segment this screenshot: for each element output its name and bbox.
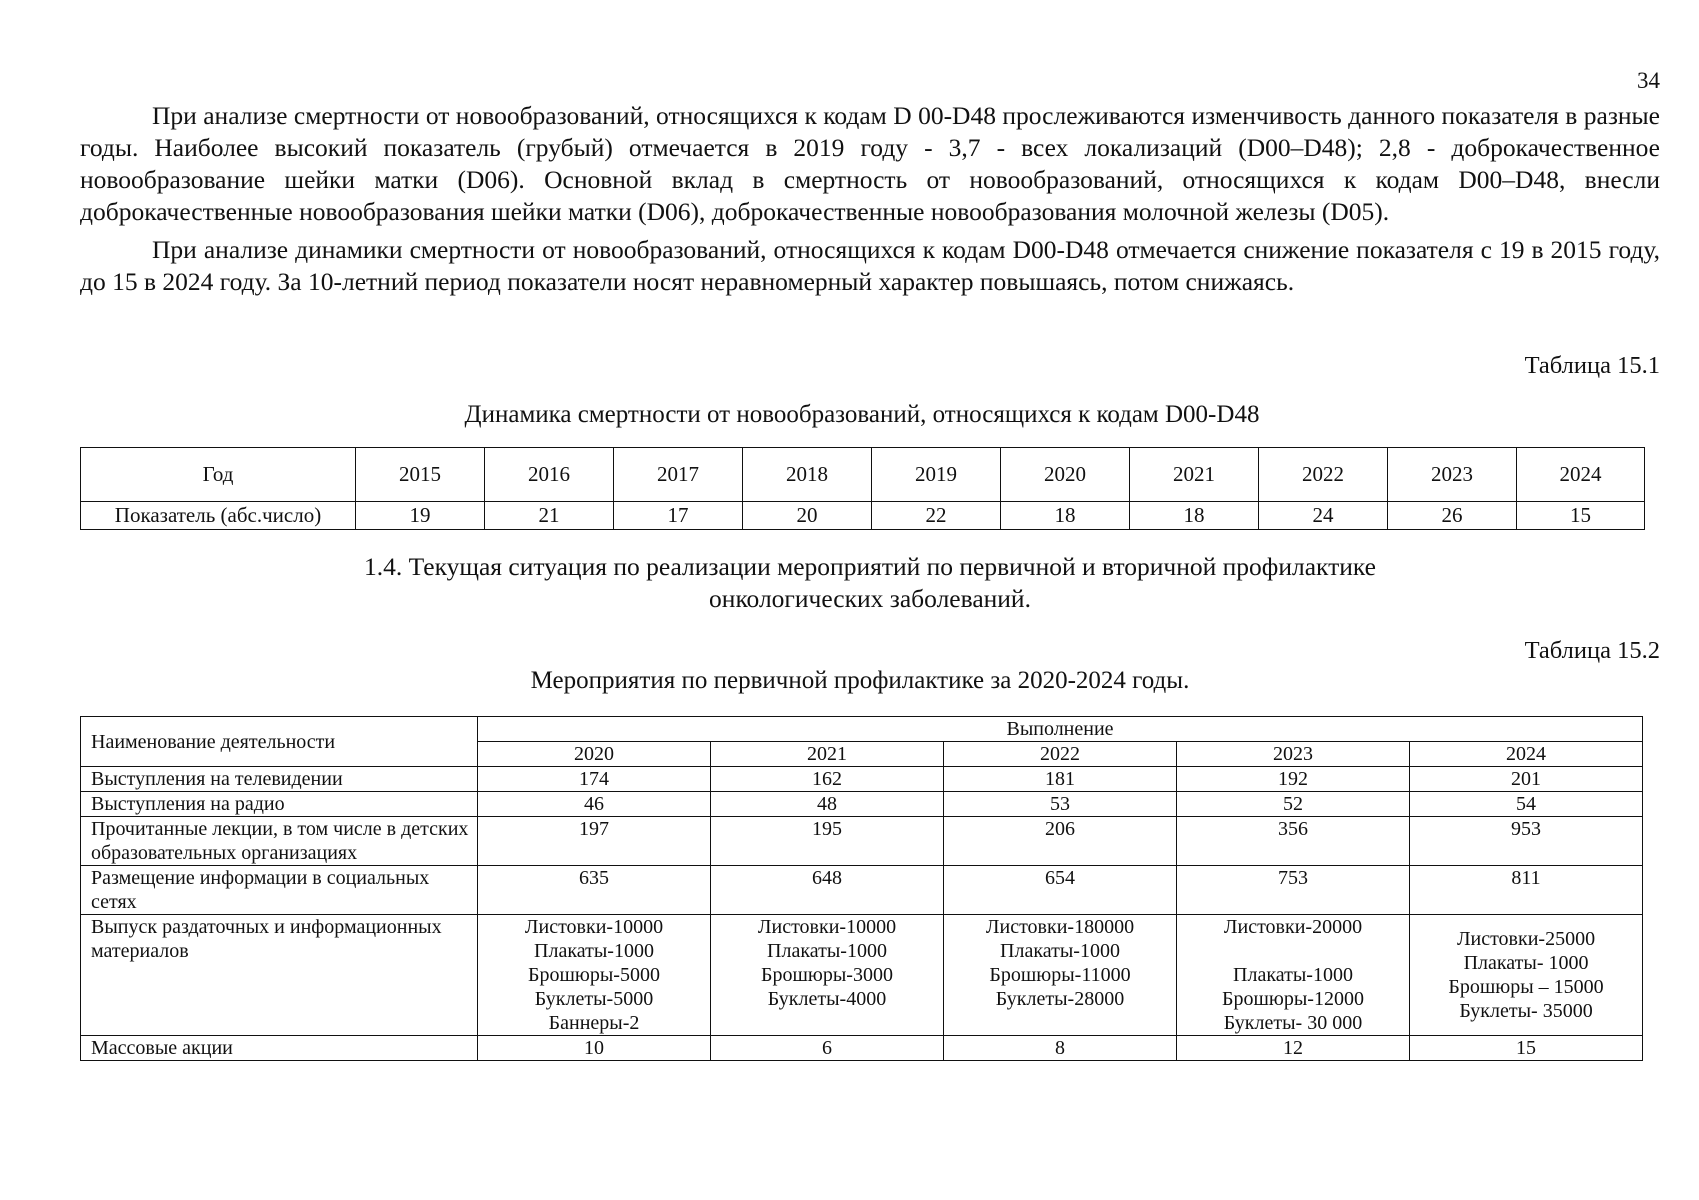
value-cell: 654: [944, 866, 1177, 915]
value-cell: 19: [356, 502, 485, 530]
materials-line: Буклеты-28000: [995, 988, 1125, 1010]
materials-line: Брошюры-12000: [1222, 988, 1364, 1010]
paragraph-1: При анализе смертности от новообразований, относящихся к кодам D 00-D48 прослеживаются изменчивость данного показателя в разные годы. Наиболее высокий показатель (грубый) отмечается в 2019 году - 3,7 - всех локализаций (D00–D48); 2,8 - доброкачественное новообразование шейки матки (D06). Основной вклад в смертность от новообразований, относящихся к кодам D00–D48, внесли доброкачественные новообразования шейки матки (D06), доброкачественные новообразования молочной железы (D05).: [80, 101, 1660, 226]
materials-line: Брошюры-11000: [989, 964, 1131, 986]
materials-line: Буклеты- 35000: [1459, 1000, 1593, 1022]
page-number: 34: [1637, 68, 1660, 93]
indicator-label: Показатель (абс.число): [81, 502, 356, 530]
value-cell: 174: [478, 767, 711, 792]
paragraph-2: При анализе динамики смертности от новообразований, относящихся к кодам D00-D48 отмечается снижение показателя с 19 в 2015 году, до 15 в 2024 году. За 10-летний период показатели носят неравномерный характер повышаясь, потом снижаясь.: [80, 235, 1660, 296]
table-row: [81, 767, 1643, 792]
value-cell: 20: [743, 502, 872, 530]
value-cell: 17: [614, 502, 743, 530]
value-cell: 15: [1410, 1036, 1643, 1061]
value-cell: 22: [872, 502, 1001, 530]
value-cell: 206: [944, 817, 1177, 866]
materials-cell: [1410, 915, 1643, 1036]
materials-cell: [944, 915, 1177, 1036]
materials-line: Буклеты-4000: [767, 988, 887, 1010]
table-1-label: Таблица 15.1: [1524, 352, 1660, 379]
materials-line: Плакаты-1000: [1233, 964, 1353, 986]
materials-cell: [478, 915, 711, 1036]
year-cell: 2021: [1130, 448, 1259, 502]
year-cell: 2020: [1001, 448, 1130, 502]
year-cell: 2023: [1388, 448, 1517, 502]
value-cell: 24: [1259, 502, 1388, 530]
value-cell: 12: [1177, 1036, 1410, 1061]
value-cell: 6: [711, 1036, 944, 1061]
materials-line: Брошюры – 15000: [1448, 976, 1604, 998]
value-cell: 18: [1130, 502, 1259, 530]
section-heading-line-1: 1.4. Текущая ситуация по реализации мероприятий по первичной и вторичной профилактике: [364, 552, 1376, 581]
mortality-table-header-row: [81, 448, 1645, 502]
year-cell: 2016: [485, 448, 614, 502]
materials-line: Листовки-10000: [757, 916, 897, 938]
materials-line: Плакаты-1000: [1000, 940, 1120, 962]
year-cell: 2024: [1517, 448, 1645, 502]
materials-line: Буклеты- 30 000: [1223, 1012, 1363, 1034]
value-cell: 54: [1410, 792, 1643, 817]
table-row: [81, 915, 1643, 1036]
mortality-table-value-row: [81, 502, 1645, 530]
year-cell: 2020: [478, 742, 711, 767]
body-text: [80, 100, 1660, 304]
value-cell: 53: [944, 792, 1177, 817]
materials-cell: [711, 915, 944, 1036]
value-cell: 46: [478, 792, 711, 817]
table-row: [81, 866, 1643, 915]
value-cell: 197: [478, 817, 711, 866]
mortality-table: [80, 447, 1645, 530]
materials-line: Листовки-180000: [985, 916, 1135, 938]
year-cell: 2022: [944, 742, 1177, 767]
activity-name: Выпуск раздаточных и информационных материалов: [81, 915, 478, 1036]
value-cell: 195: [711, 817, 944, 866]
prevention-table-group-row: [81, 717, 1643, 742]
section-heading: [80, 551, 1660, 615]
activity-name: Прочитанные лекции, в том числе в детских образовательных организациях: [81, 817, 478, 866]
materials-line: Листовки-10000: [524, 916, 664, 938]
materials-line: Брошюры-3000: [761, 964, 893, 986]
materials-cell: [1177, 915, 1410, 1036]
year-cell: 2017: [614, 448, 743, 502]
value-cell: 52: [1177, 792, 1410, 817]
table-1-title: Динамика смертности от новообразований, относящихся к кодам D00-D48: [464, 401, 1260, 428]
execution-header: Выполнение: [478, 717, 1643, 742]
value-cell: 21: [485, 502, 614, 530]
value-cell: 753: [1177, 866, 1410, 915]
year-cell: 2023: [1177, 742, 1410, 767]
table-row: [81, 792, 1643, 817]
activity-name: Выступления на телевидении: [81, 767, 478, 792]
value-cell: 181: [944, 767, 1177, 792]
value-cell: 48: [711, 792, 944, 817]
materials-line: Баннеры-2: [548, 1012, 640, 1034]
year-header: Год: [81, 448, 356, 502]
value-cell: 8: [944, 1036, 1177, 1061]
materials-line: Брошюры-5000: [528, 964, 660, 986]
year-cell: 2021: [711, 742, 944, 767]
activity-name: Массовые акции: [81, 1036, 478, 1061]
materials-line: Плакаты-1000: [767, 940, 887, 962]
value-cell: 953: [1410, 817, 1643, 866]
table-row: [81, 1036, 1643, 1061]
activity-name-header: Наименование деятельности: [81, 717, 478, 767]
year-cell: 2022: [1259, 448, 1388, 502]
value-cell: 18: [1001, 502, 1130, 530]
year-cell: 2024: [1410, 742, 1643, 767]
year-cell: 2015: [356, 448, 485, 502]
value-cell: 15: [1517, 502, 1645, 530]
value-cell: 201: [1410, 767, 1643, 792]
materials-line: Листовки-25000: [1456, 928, 1596, 950]
materials-line: Плакаты-1000: [534, 940, 654, 962]
value-cell: 192: [1177, 767, 1410, 792]
value-cell: 811: [1410, 866, 1643, 915]
value-cell: 635: [478, 866, 711, 915]
value-cell: 26: [1388, 502, 1517, 530]
table-2-label: Таблица 15.2: [1524, 637, 1660, 664]
year-cell: 2018: [743, 448, 872, 502]
activity-name: Размещение информации в социальных сетях: [81, 866, 478, 915]
value-cell: 356: [1177, 817, 1410, 866]
materials-line: Листовки-20000: [1223, 916, 1363, 938]
value-cell: 10: [478, 1036, 711, 1061]
materials-line: Плакаты- 1000: [1463, 952, 1589, 974]
year-cell: 2019: [872, 448, 1001, 502]
activity-name: Выступления на радио: [81, 792, 478, 817]
section-heading-line-2: онкологических заболеваний.: [709, 584, 1031, 613]
value-cell: 648: [711, 866, 944, 915]
table-row: [81, 817, 1643, 866]
value-cell: 162: [711, 767, 944, 792]
materials-line: Буклеты-5000: [534, 988, 654, 1010]
prevention-table: [80, 716, 1643, 1061]
table-2-title: Мероприятия по первичной профилактике за 2020-2024 годы.: [530, 667, 1190, 694]
